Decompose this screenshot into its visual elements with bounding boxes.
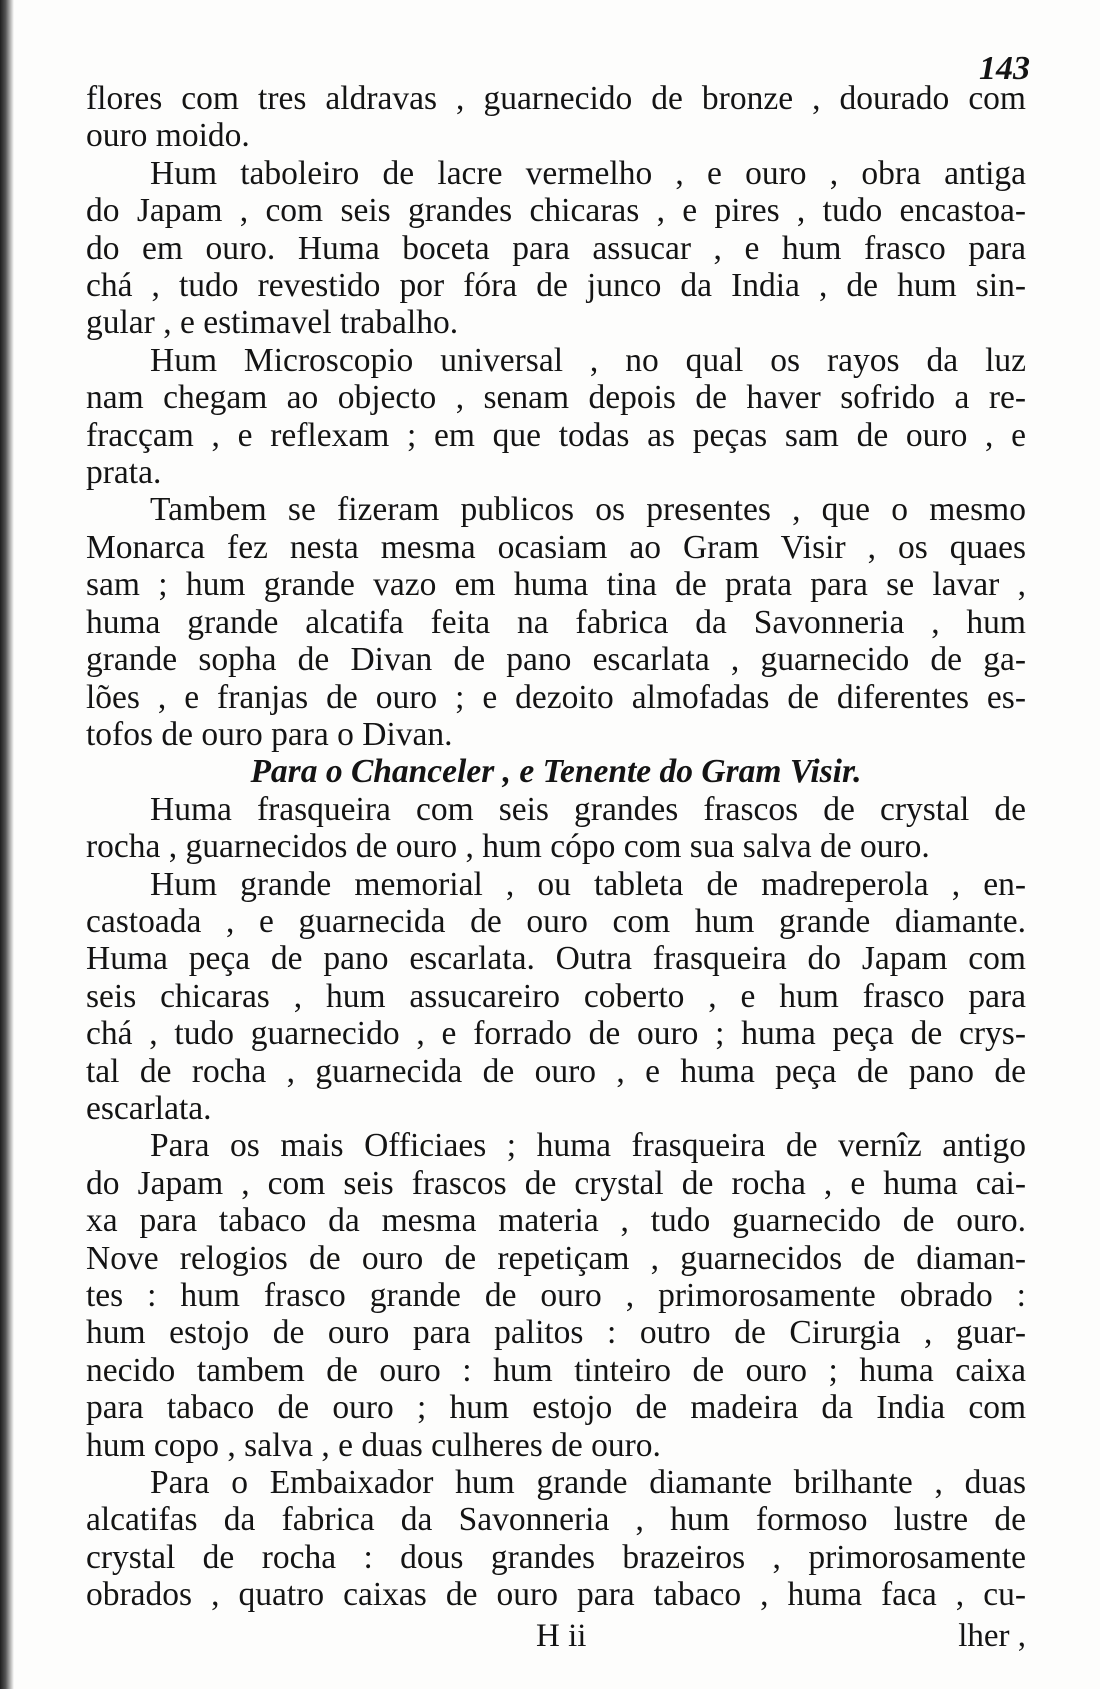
text-line: huma grande alcatifa feita na fabrica da Savonneria , hum [86,603,1026,641]
text-line: para tabaco de ouro ; hum estojo de madeira da India com [86,1389,1026,1427]
text-line: sam ; hum grande vazo em huma tina de prata para se lavar , [86,566,1026,604]
heading-line: Para o Chanceler , e Tenente do Gram Visir. [250,753,862,791]
text-line: nam chegam ao objecto , senam depois de haver sofrido a re- [86,379,1026,417]
text-line: chá , tudo revestido por fóra de junco da India , de hum sin- [86,267,1026,305]
paragraph-1 [86,155,1026,342]
text-line: Para o Embaixador hum grande diamante brilhante , duas [150,1464,1026,1502]
text-line: seis chicaras , hum assucareiro coberto , e hum frasco para [86,977,1026,1015]
text-line: Huma frasqueira com seis grandes frascos de crystal de [150,790,1026,828]
text-line: xa para tabaco da mesma materia , tudo guarnecido de ouro. [86,1202,1026,1240]
section-heading [86,753,1026,790]
paragraph-6 [86,866,1026,1128]
paragraph-3 [86,491,1026,753]
text-line: tofos de ouro para o Divan. [86,715,453,753]
text-line: prata. [86,454,162,492]
text-line: escarlata. [86,1089,212,1127]
text-line: necido tambem de ouro : hum tinteiro de ouro ; huma caixa [86,1351,1026,1389]
text-line: tes : hum frasco grande de ouro , primorosamente obrado : [86,1277,1026,1314]
text-line: lões , e franjas de ouro ; e dezoito almofadas de diferentes es- [86,678,1026,716]
signature-mark: H ii [536,1618,587,1654]
text-line: gular , e estimavel trabalho. [86,304,459,342]
text-line: do Japam , com seis grandes chicaras , e pires , tudo encastoa- [86,192,1026,230]
catchword: lher , [958,1618,1026,1654]
text-line: castoada , e guarnecida de ouro com hum grande diamante. [86,902,1026,940]
text-line: tal de rocha , guarnecida de ouro , e huma peça de pano de [86,1052,1026,1090]
page-binding-shadow [0,0,14,1689]
paragraph-7 [86,1127,1026,1464]
text-line: do Japam , com seis frascos de crystal de rocha , e huma cai- [86,1164,1026,1202]
text-line: grande sopha de Divan de pano escarlata , guarnecido de ga- [86,641,1026,679]
text-line: hum estojo de ouro para palitos : outro de Cirurgia , guar- [86,1314,1026,1352]
text-line: chá , tudo guarnecido , e forrado de ouro ; huma peça de crys- [86,1015,1026,1053]
page-number: 143 [979,50,1030,87]
text-line: crystal de rocha : dous grandes brazeiros , primorosamente [86,1538,1026,1576]
paragraph-0 [86,80,1026,155]
paragraph-8 [86,1464,1026,1614]
text-line: rocha , guarnecidos de ouro , hum cópo com sua salva de ouro. [86,828,930,866]
text-line: Hum grande memorial , ou tableta de madreperola , en- [150,865,1026,903]
text-line: ouro moido. [86,117,250,155]
text-line: Nove relogios de ouro de repetiçam , guarnecidos de diaman- [86,1239,1026,1277]
text-line: Para os mais Officiaes ; huma frasqueira de vernîz antigo [150,1127,1026,1165]
text-line: Monarca fez nesta mesma ocasiam ao Gram Visir , os quaes [86,528,1026,566]
body-text [86,80,1026,1614]
text-line: flores com tres aldravas , guarnecido de bronze , dourado com [86,80,1026,117]
text-line: hum copo , salva , e duas culheres de ouro. [86,1426,661,1464]
text-line: do em ouro. Huma boceta para assucar , e hum frasco para [86,229,1026,267]
text-line: alcatifas da fabrica da Savonneria , hum formoso lustre de [86,1501,1026,1539]
text-line: Hum taboleiro de lacre vermelho , e ouro , obra antiga [150,154,1026,192]
text-line: Huma peça de pano escarlata. Outra frasqueira do Japam com [86,940,1026,978]
text-line: obrados , quatro caixas de ouro para tabaco , huma faca , cu- [86,1576,1026,1614]
paragraph-5 [86,791,1026,866]
text-line: Hum Microscopio universal , no qual os rayos da luz [150,341,1026,379]
paragraph-2 [86,342,1026,492]
text-line: fracçam , e reflexam ; em que todas as peças sam de ouro , e [86,416,1026,454]
text-line: Tambem se fizeram publicos os presentes , que o mesmo [150,491,1026,529]
